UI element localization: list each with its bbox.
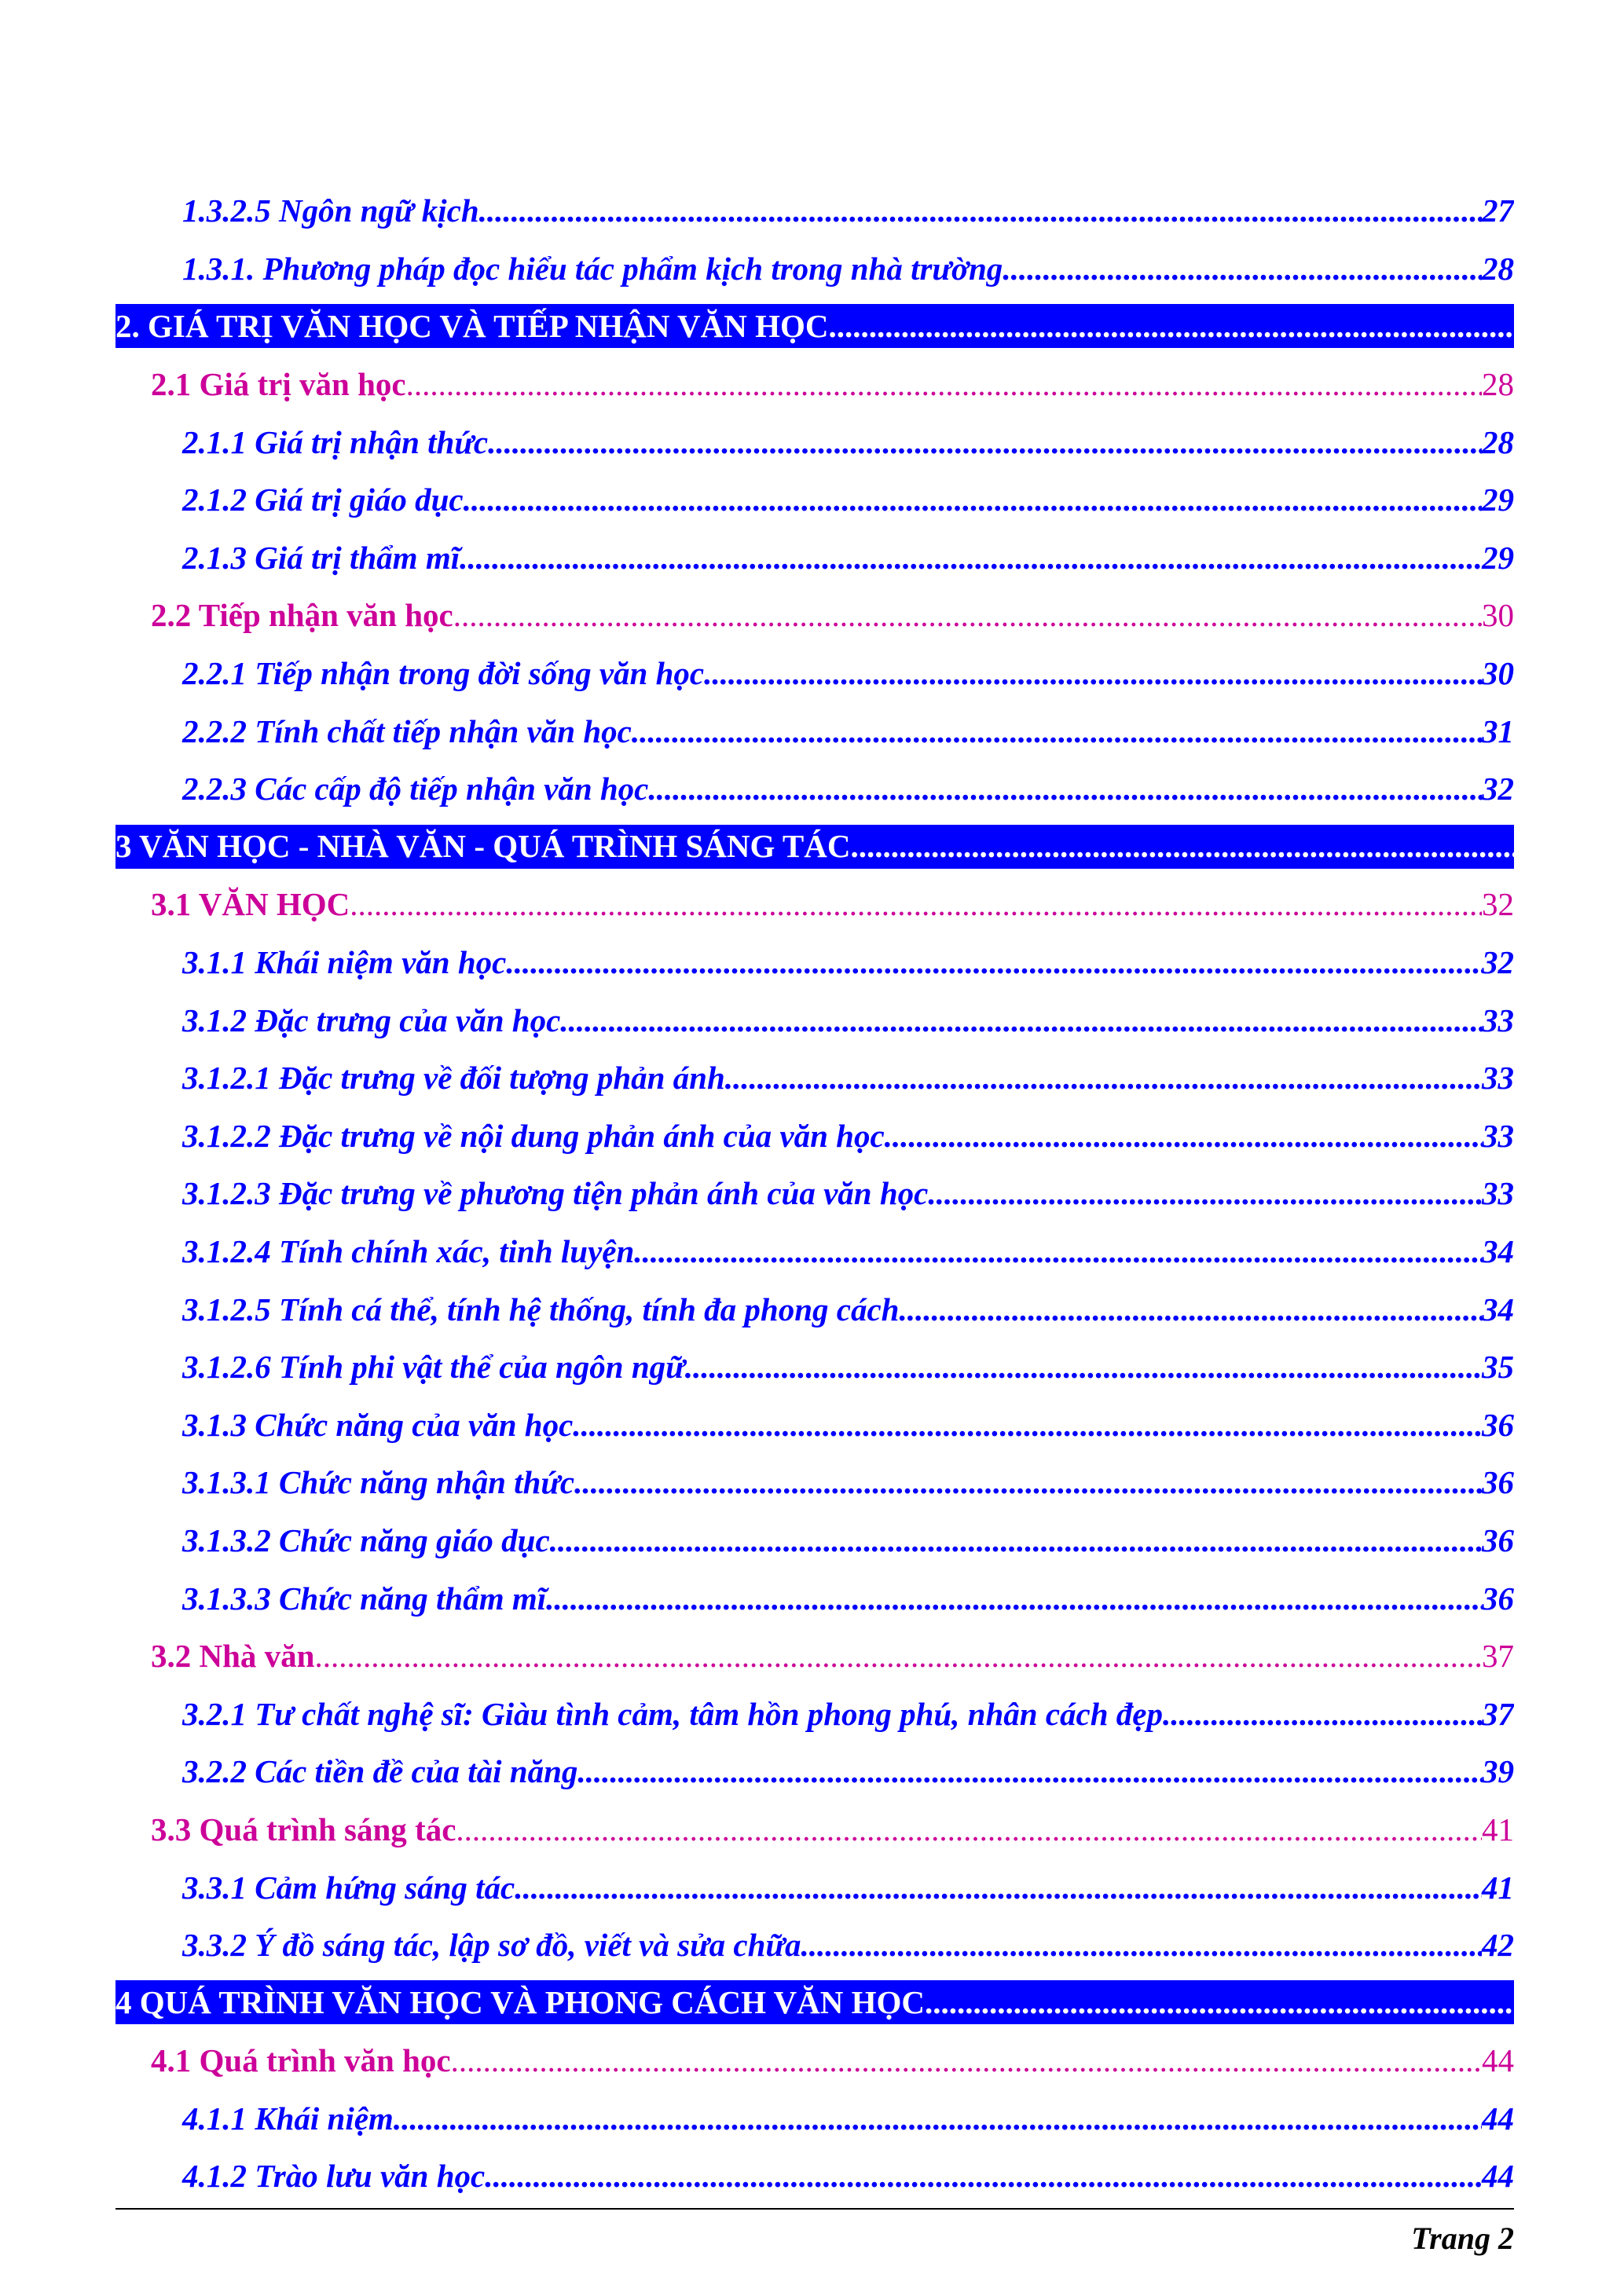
toc-entry-title: 3.2.2 Các tiền đề của tài năng bbox=[182, 1753, 578, 1790]
toc-leader-dots bbox=[899, 1294, 1482, 1326]
toc-leader-dots bbox=[479, 195, 1482, 227]
toc-entry-title: 2.2.3 Các cấp độ tiếp nhận văn học bbox=[182, 771, 649, 807]
toc-entry-page-number: 34 bbox=[1482, 1232, 1514, 1269]
toc-entry-page-number: 33 bbox=[1482, 1060, 1514, 1097]
table-of-contents bbox=[115, 182, 1514, 2206]
toc-entry-title: 1.3.1. Phương pháp đọc hiểu tác phẩm kịch trong nhà trường bbox=[182, 250, 1003, 287]
toc-entry-page-number: 34 bbox=[1482, 1291, 1514, 1327]
toc-leader-dots bbox=[725, 1062, 1482, 1094]
page-number-footer: Trang 2 bbox=[1411, 2221, 1514, 2256]
toc-entry-title: 4.1.1 Khái niệm bbox=[182, 2100, 394, 2137]
toc-entry[interactable] bbox=[115, 760, 1514, 818]
toc-entry-page-number: 41 bbox=[1482, 1811, 1514, 1847]
toc-leader-dots bbox=[460, 542, 1482, 574]
toc-entry-page-number: 32 bbox=[1482, 771, 1514, 807]
toc-leader-dots bbox=[456, 1814, 1482, 1846]
toc-entry-page-number: 28 bbox=[1482, 250, 1514, 287]
toc-entry[interactable] bbox=[115, 1628, 1514, 1686]
toc-entry[interactable] bbox=[115, 1223, 1514, 1281]
toc-leader-dots bbox=[577, 1756, 1482, 1788]
toc-entry-page-number: 37 bbox=[1482, 1695, 1514, 1732]
toc-entry[interactable] bbox=[115, 304, 1514, 348]
toc-entry-title: 4.1.2 Trào lưu văn học bbox=[182, 2158, 486, 2195]
toc-entry[interactable] bbox=[115, 1338, 1514, 1397]
toc-entry-title: 3.1.2.6 Tính phi vật thể của ngôn ngữ bbox=[182, 1349, 685, 1386]
toc-entry[interactable] bbox=[115, 702, 1514, 760]
toc-entry-page-number: 31 bbox=[1482, 712, 1514, 749]
toc-entry[interactable] bbox=[115, 529, 1514, 588]
toc-entry-title: 2.2 Tiếp nhận văn học bbox=[151, 597, 453, 634]
toc-entry-page-number: 44 bbox=[1482, 2158, 1514, 2195]
toc-leader-dots bbox=[560, 1005, 1482, 1037]
toc-entry-page-number: 42 bbox=[1482, 1927, 1514, 1964]
toc-leader-dots bbox=[928, 1177, 1482, 1210]
toc-entry-title: 3 VĂN HỌC - NHÀ VĂN - QUÁ TRÌNH SÁNG TÁC bbox=[115, 828, 851, 865]
toc-entry-page-number: 33 bbox=[1482, 1117, 1514, 1154]
toc-entry[interactable] bbox=[115, 2032, 1514, 2090]
toc-entry[interactable] bbox=[115, 413, 1514, 471]
footer-divider bbox=[115, 2208, 1514, 2210]
toc-leader-dots bbox=[1163, 1698, 1482, 1730]
toc-entry-page-number: 41 bbox=[1482, 1869, 1514, 1906]
toc-leader-dots bbox=[685, 1351, 1482, 1383]
toc-leader-dots bbox=[634, 1236, 1482, 1268]
toc-entry-title: 3.1.2.3 Đặc trưng về phương tiện phản ánh của văn học bbox=[182, 1175, 929, 1212]
toc-entry-page-number: 30 bbox=[1482, 655, 1514, 692]
toc-leader-dots bbox=[1003, 253, 1482, 285]
toc-entry-title: 3.1.3 Chức năng của văn học bbox=[182, 1406, 574, 1443]
toc-entry[interactable] bbox=[115, 1801, 1514, 1859]
toc-entry-page-number: 27 bbox=[1482, 192, 1514, 229]
toc-entry-title: 2.1.2 Giá trị giáo dục bbox=[182, 482, 464, 518]
toc-leader-dots bbox=[488, 427, 1482, 459]
toc-entry[interactable] bbox=[115, 1512, 1514, 1570]
toc-entry-page-number: 29 bbox=[1482, 539, 1514, 576]
toc-entry-title: 3.1 VĂN HỌC bbox=[151, 886, 350, 923]
toc-leader-dots bbox=[648, 773, 1482, 805]
toc-entry-title: 1.3.2.5 Ngôn ngữ kịch bbox=[182, 192, 479, 229]
toc-entry-title: 4.1 Quá trình văn học bbox=[151, 2042, 451, 2079]
toc-leader-dots bbox=[464, 484, 1482, 516]
toc-entry-title: 4 QUÁ TRÌNH VĂN HỌC VÀ PHONG CÁCH VĂN HỌC bbox=[115, 1983, 926, 2020]
toc-leader-dots bbox=[546, 1583, 1482, 1615]
toc-entry[interactable] bbox=[115, 1917, 1514, 1975]
toc-entry-title: 3.2.1 Tư chất nghệ sĩ: Giàu tình cảm, tâm hồn phong phú, nhân cách đẹp bbox=[182, 1695, 1163, 1732]
toc-entry[interactable] bbox=[115, 182, 1514, 240]
toc-leader-dots bbox=[453, 599, 1482, 632]
toc-entry[interactable] bbox=[115, 2090, 1514, 2148]
toc-entry-title: 3.3.1 Cảm hứng sáng tác bbox=[182, 1869, 515, 1906]
toc-entry-title: 2.2.1 Tiếp nhận trong đời sống văn học bbox=[182, 655, 705, 692]
toc-entry-page-number: 35 bbox=[1482, 1349, 1514, 1386]
toc-entry[interactable] bbox=[115, 356, 1514, 414]
toc-entry-title: 3.1.3.1 Chức năng nhận thức bbox=[182, 1464, 575, 1501]
toc-leader-dots bbox=[573, 1409, 1482, 1441]
toc-entry-title: 3.1.2 Đặc trưng của văn học bbox=[182, 1002, 561, 1038]
toc-entry[interactable] bbox=[115, 1049, 1514, 1108]
toc-entry-page-number: 33 bbox=[1482, 1002, 1514, 1038]
toc-entry[interactable] bbox=[115, 1280, 1514, 1338]
toc-leader-dots bbox=[801, 1929, 1482, 1961]
toc-leader-dots bbox=[550, 1525, 1482, 1557]
toc-leader-dots bbox=[350, 888, 1482, 921]
toc-entry[interactable] bbox=[115, 1743, 1514, 1801]
toc-leader-dots bbox=[451, 2045, 1482, 2077]
toc-entry-page-number: 32 bbox=[1482, 944, 1514, 981]
toc-entry-page-number: 36 bbox=[1482, 1464, 1514, 1501]
toc-leader-dots bbox=[506, 947, 1482, 979]
toc-entry-title: 2.1 Giá trị văn học bbox=[151, 366, 406, 403]
toc-entry-page-number: 33 bbox=[1482, 1175, 1514, 1212]
toc-entry[interactable] bbox=[115, 1108, 1514, 1166]
toc-entry-title: 3.1.2.2 Đặc trưng về nội dung phản ánh của văn học bbox=[182, 1117, 885, 1154]
toc-entry-page-number: 44 bbox=[1482, 2100, 1514, 2137]
toc-entry-title: 2.2.2 Tính chất tiếp nhận văn học bbox=[182, 712, 632, 749]
toc-entry-title: 3.1.2.4 Tính chính xác, tinh luyện bbox=[182, 1232, 635, 1269]
toc-entry-title: 3.3 Quá trình sáng tác bbox=[151, 1811, 456, 1847]
toc-entry-page-number: 28 bbox=[1482, 423, 1514, 460]
toc-leader-dots bbox=[485, 2160, 1482, 2192]
toc-entry-page-number: 39 bbox=[1482, 1753, 1514, 1790]
toc-entry[interactable] bbox=[115, 1396, 1514, 1454]
toc-entry[interactable] bbox=[115, 825, 1514, 869]
toc-leader-dots bbox=[828, 310, 1514, 342]
toc-entry-page-number: 29 bbox=[1482, 482, 1514, 518]
toc-leader-dots bbox=[925, 1987, 1514, 2019]
toc-entry-page-number: 37 bbox=[1482, 1638, 1514, 1675]
toc-leader-dots bbox=[851, 830, 1515, 862]
toc-leader-dots bbox=[574, 1467, 1482, 1499]
toc-entry[interactable] bbox=[115, 1454, 1514, 1512]
toc-entry[interactable] bbox=[115, 587, 1514, 645]
toc-leader-dots bbox=[314, 1640, 1482, 1672]
toc-leader-dots bbox=[632, 716, 1482, 748]
toc-entry-page-number: 36 bbox=[1482, 1406, 1514, 1443]
toc-leader-dots bbox=[406, 368, 1482, 401]
toc-entry[interactable] bbox=[115, 1858, 1514, 1917]
toc-entry[interactable] bbox=[115, 934, 1514, 992]
toc-entry-title: 2.1.1 Giá trị nhận thức bbox=[182, 423, 489, 460]
toc-entry-title: 2.1.3 Giá trị thẩm mĩ bbox=[182, 539, 460, 576]
toc-entry-page-number: 44 bbox=[1482, 2042, 1514, 2079]
toc-entry[interactable] bbox=[115, 240, 1514, 298]
toc-entry[interactable] bbox=[115, 876, 1514, 934]
toc-leader-dots bbox=[704, 657, 1482, 690]
toc-entry-page-number: 32 bbox=[1482, 886, 1514, 923]
toc-entry[interactable] bbox=[115, 1685, 1514, 1743]
toc-entry[interactable] bbox=[115, 645, 1514, 703]
toc-entry-title: 3.1.2.1 Đặc trưng về đối tượng phản ánh bbox=[182, 1060, 725, 1097]
toc-entry-page-number: 36 bbox=[1482, 1580, 1514, 1617]
toc-entry-page-number: 30 bbox=[1482, 597, 1514, 634]
toc-leader-dots bbox=[885, 1120, 1482, 1152]
toc-entry[interactable] bbox=[115, 1980, 1514, 2024]
toc-entry[interactable] bbox=[115, 471, 1514, 529]
toc-entry[interactable] bbox=[115, 1165, 1514, 1223]
toc-entry-page-number: 36 bbox=[1482, 1522, 1514, 1558]
toc-entry-title: 3.1.3.2 Chức năng giáo dục bbox=[182, 1522, 550, 1558]
toc-entry-title: 3.1.2.5 Tính cá thể, tính hệ thống, tính đa phong cách bbox=[182, 1291, 900, 1327]
toc-entry-title: 3.3.2 Ý đồ sáng tác, lập sơ đồ, viết và sửa chữa bbox=[182, 1927, 801, 1964]
toc-entry[interactable] bbox=[115, 1569, 1514, 1628]
toc-leader-dots bbox=[394, 2103, 1482, 2135]
toc-entry-page-number: 28 bbox=[1482, 366, 1514, 403]
toc-entry-title: 3.1.3.3 Chức năng thẩm mĩ bbox=[182, 1580, 547, 1617]
toc-entry[interactable] bbox=[115, 2148, 1514, 2206]
toc-entry-title: 3.1.1 Khái niệm văn học bbox=[182, 944, 507, 981]
toc-entry-title: 3.2 Nhà văn bbox=[151, 1638, 315, 1675]
toc-entry[interactable] bbox=[115, 991, 1514, 1049]
toc-entry-title: 2. GIÁ TRỊ VĂN HỌC VÀ TIẾP NHẬN VĂN HỌC bbox=[115, 307, 829, 344]
toc-leader-dots bbox=[515, 1872, 1482, 1904]
